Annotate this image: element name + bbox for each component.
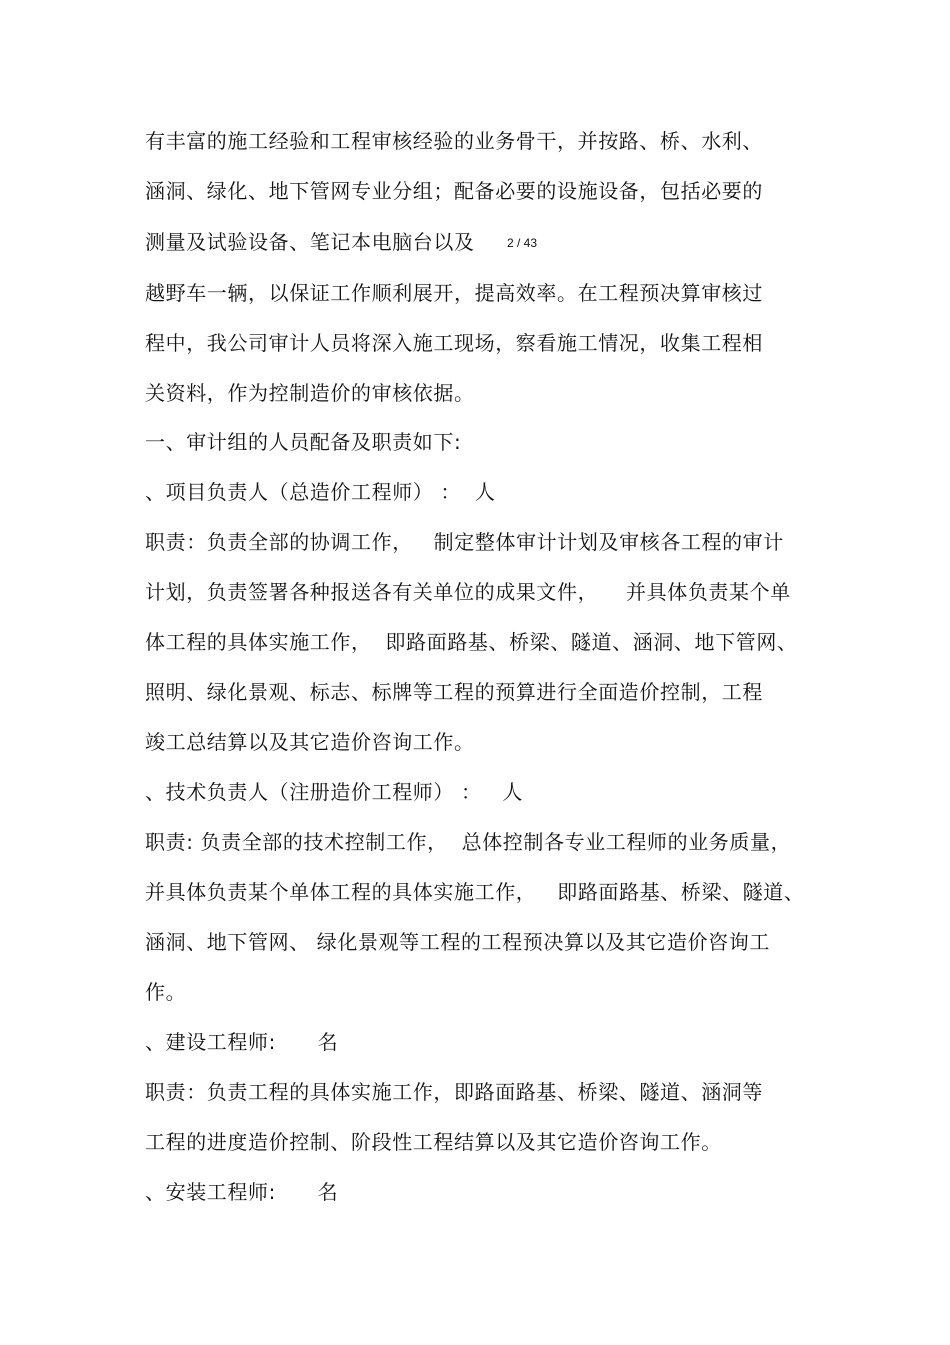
text-line: 职责：负责全部的协调工作， 制定整体审计计划及审核各工程的审计 [145,530,784,554]
role-heading: 、建设工程师: 名 [145,1030,339,1054]
text-line: 作。 [145,980,187,1004]
text-line: 照明、绿化景观、标志、标牌等工程的预算进行全面造价控制，工程 [145,680,763,704]
text-line: 程中，我公司审计人员将深入施工现场，察看施工情况，收集工程相 [145,331,763,355]
role-heading: 、安装工程师: 名 [145,1180,339,1204]
text-line: 竣工总结算以及其它造价咨询工作。 [145,730,475,754]
text-line: 越野车一辆，以保证工作顺利展开，提高效率。在工程预决算审核过 [145,281,763,305]
text-line: 职责：负责工程的具体实施工作，即路面路基、桥梁、隧道、涵洞等 [145,1080,763,1104]
text-line: 体工程的具体实施工作， 即路面路基、桥梁、隧道、涵洞、地下管网、 [145,630,798,654]
text-line: 测量及试验设备、笔记本电脑台以及 [145,230,475,254]
text-line: 计划，负责签署各种报送各有关单位的成果文件， 并具体负责某个单 [145,580,791,604]
text-line: 职责: 负责全部的技术控制工作， 总体控制各专业工程师的业务质量， [145,830,792,854]
text-line: 有丰富的施工经验和工程审核经验的业务骨干，并按路、桥、水利、 [145,129,763,153]
section-heading: 一、审计组的人员配备及职责如下: [145,430,462,454]
text-line: 关资料，作为控制造价的审核依据。 [145,381,475,405]
page-number: 2 / 43 [507,236,538,250]
role-heading: 、技术负责人（注册造价工程师） ： 人 [145,780,524,804]
text-line: 涵洞、地下管网、 绿化景观等工程的工程预决算以及其它造价咨询工 [145,930,770,954]
text-line: 工程的进度造价控制、阶段性工程结算以及其它造价咨询工作。 [145,1130,722,1154]
text-line: 并具体负责某个单体工程的具体实施工作， 即路面路基、桥梁、隧道、 [145,880,805,904]
role-heading: 、项目负责人（总造价工程师） ： 人 [145,480,496,504]
text-line: 涵洞、绿化、地下管网专业分组；配备必要的设施设备，包括必要的 [145,179,763,203]
